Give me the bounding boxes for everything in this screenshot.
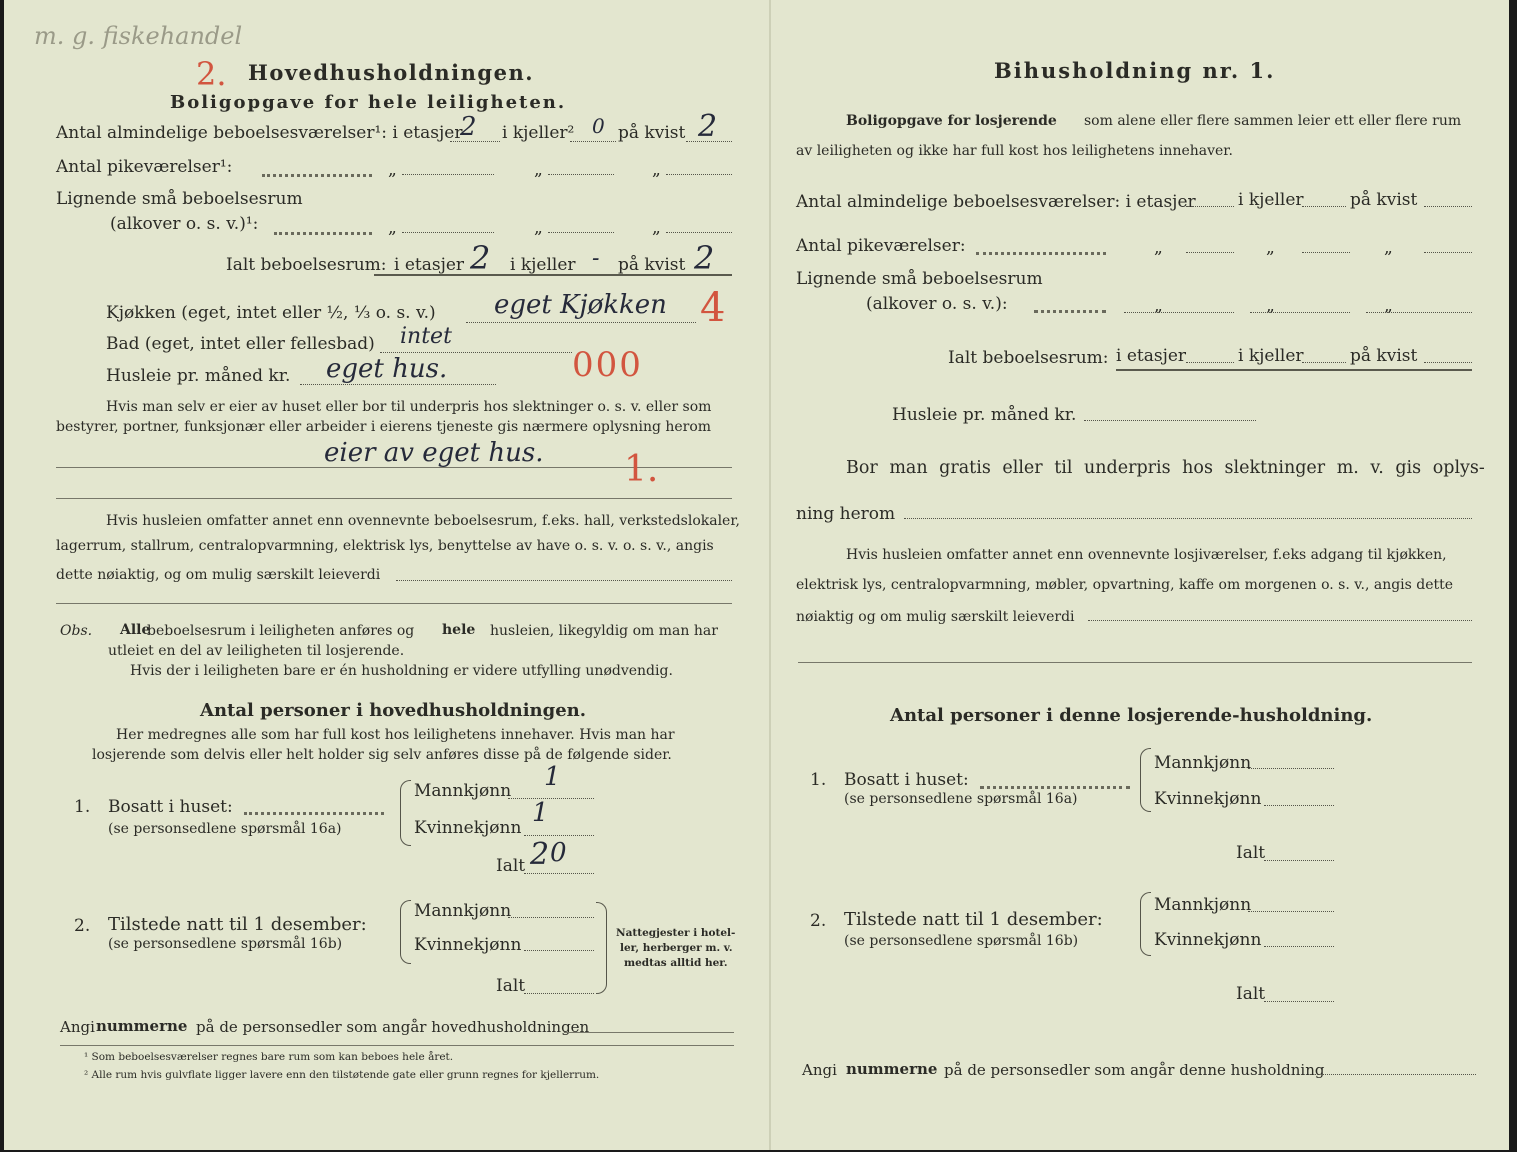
- ialt-kvist-value: 2: [694, 239, 715, 277]
- ditto-mark: „: [652, 218, 661, 238]
- footnote-1: ¹ Som beboelsesværelser regnes bare rum som kan beboes hele året.: [84, 1051, 454, 1063]
- q1-kvinne-value: 1: [532, 798, 549, 828]
- ditto-mark: „: [1384, 296, 1393, 316]
- husleie-field[interactable]: [300, 384, 496, 385]
- ditto-mark: „: [1266, 238, 1275, 258]
- eier-paragraph-line1: Hvis man selv er eier av huset eller bor til underpris hos slektninger o. s. v. eller som: [106, 399, 712, 415]
- q1-ialt-field[interactable]: [524, 873, 594, 874]
- r-ialt-kvist-label: på kvist: [1350, 346, 1418, 366]
- q1-brace: [400, 780, 411, 846]
- r-ialt-label: Ialt beboelsesrum:: [948, 348, 1109, 368]
- r-oplysning-field[interactable]: [904, 518, 1472, 519]
- q1-ialt-label: Ialt: [496, 856, 526, 876]
- r-kjeller-field[interactable]: [1302, 206, 1346, 207]
- page-fold: [769, 0, 771, 1150]
- r-alkover-label: Lignende små beboelsesrum: [796, 269, 1043, 289]
- alkover-etasjer-field[interactable]: [402, 232, 494, 233]
- persons-text-1: Her medregnes alle som har full kost hos leilighetens innehaver. Hvis man har: [116, 727, 675, 743]
- kjeller-value: 0: [592, 114, 605, 138]
- q1-label: Bosatt i huset:: [108, 797, 233, 817]
- eier-paragraph-line2: bestyrer, portner, funksjonær eller arbeider i eierens tjeneste gis nærmere oplysning herom: [56, 419, 712, 435]
- alkover-label-2: (alkover o. s. v.)¹:: [110, 214, 259, 234]
- leieverdi-field[interactable]: [396, 580, 732, 581]
- kjeller-label: i kjeller²: [502, 123, 575, 143]
- r-q1-number: 1.: [810, 770, 827, 790]
- obs-text-2: husleien, likegyldig om man har: [490, 623, 718, 639]
- r-etasjer-field[interactable]: [1186, 206, 1234, 207]
- obs-label: Obs.: [60, 623, 93, 639]
- r-rooms-label: Antal almindelige beboelsesværelser: i etasjer: [796, 192, 1196, 212]
- r-para-line3: nøiaktig og om mulig særskilt leieverdi: [796, 609, 1075, 625]
- ditto-mark: „: [534, 218, 543, 238]
- page-title: Hovedhusholdningen.: [248, 60, 535, 85]
- r-persons-title: Antal personer i denne losjerende-husholdning.: [890, 705, 1373, 726]
- r-ialt-kjeller-field[interactable]: [1302, 362, 1346, 363]
- q1-mann-field[interactable]: [508, 798, 594, 799]
- q2-kvinne-field[interactable]: [524, 950, 594, 951]
- husleie-red-code: 000: [572, 345, 643, 385]
- ditto-mark: „: [388, 218, 397, 238]
- r-kjeller-label: i kjeller: [1238, 190, 1304, 210]
- intro-line2: av leiligheten og ikke har full kost hos leilighetens innehaver.: [796, 143, 1233, 159]
- r-angi-1: Angi: [802, 1061, 837, 1079]
- alkover-kjeller-field[interactable]: [548, 232, 614, 233]
- r-kvist-label: på kvist: [1350, 190, 1418, 210]
- alkover-label: Lignende små beboelsesrum: [56, 189, 303, 209]
- q2-kvinne-label: Kvinnekjønn: [414, 935, 522, 955]
- pike-kvist-field[interactable]: [666, 174, 732, 175]
- r-alkover-kvist-field[interactable]: [1366, 312, 1472, 313]
- r-q1-mann-label: Mannkjønn: [1154, 753, 1252, 773]
- r-q1-kvinne-label: Kvinnekjønn: [1154, 789, 1262, 809]
- r-ialt-kvist-field[interactable]: [1424, 362, 1472, 363]
- bihusholdning-title: Bihusholdning nr. 1.: [994, 58, 1276, 83]
- r-q2-mann-label: Mannkjønn: [1154, 895, 1252, 915]
- angi-rest: på de personsedler som angår hovedhusholdningen: [196, 1018, 590, 1036]
- kjokken-value: eget Kjøkken: [494, 290, 667, 320]
- obs-text-1: beboelsesrum i leiligheten anføres og: [147, 623, 415, 639]
- r-angi-bold: nummerne: [846, 1060, 938, 1078]
- angi-bold: nummerne: [96, 1017, 188, 1035]
- leader-dots: [244, 812, 384, 815]
- bad-value: intet: [400, 324, 452, 349]
- obs-line2: utleiet en del av leiligheten til losjerende.: [108, 643, 405, 659]
- r-ialt-underline: [1116, 369, 1472, 371]
- r-q1-brace: [1140, 748, 1151, 812]
- leader-dots: [262, 174, 372, 177]
- obs-alle: Alle: [120, 622, 151, 638]
- r-husleie-field[interactable]: [1084, 420, 1256, 421]
- etasjer-value: 2: [460, 112, 477, 142]
- alkover-kvist-field[interactable]: [666, 232, 732, 233]
- natt-note-2: ler, herberger m. v.: [620, 942, 733, 954]
- natt-note-1: Nattegjester i hotel-: [616, 927, 736, 939]
- footnote-divider: [60, 1045, 734, 1046]
- r-angi-field[interactable]: [1310, 1074, 1476, 1075]
- q1-mann-value: 1: [544, 762, 561, 792]
- r-pike-kjeller-field[interactable]: [1302, 252, 1350, 253]
- red-number-mark: 2.: [196, 55, 227, 93]
- r-pike-kvist-field[interactable]: [1424, 252, 1472, 253]
- r-kvist-field[interactable]: [1424, 206, 1472, 207]
- q2-ialt-field[interactable]: [524, 993, 594, 994]
- obs-line3: Hvis der i leiligheten bare er én husholdning er videre utfylling unødvendig.: [130, 663, 673, 679]
- q2-reference: (se personsedlene spørsmål 16b): [108, 936, 343, 952]
- obs-hele: hele: [442, 622, 476, 638]
- q2-label: Tilstede natt til 1 desember:: [108, 914, 367, 935]
- r-ialt-etasjer-label: i etasjer: [1116, 346, 1187, 366]
- angi-field[interactable]: [564, 1032, 734, 1033]
- leader-dots: [1034, 310, 1106, 313]
- r-q1-label: Bosatt i huset:: [844, 770, 969, 790]
- q2-number: 2.: [74, 916, 91, 936]
- q1-kvinne-field[interactable]: [524, 835, 594, 836]
- r-q2-kvinne-field[interactable]: [1264, 946, 1334, 947]
- ialt-label: Ialt beboelsesrum:: [226, 255, 387, 275]
- r-leieverdi-line-2[interactable]: [798, 662, 1472, 663]
- r-q2-kvinne-label: Kvinnekjønn: [1154, 930, 1262, 950]
- r-alkover-kjeller-field[interactable]: [1250, 312, 1350, 313]
- husleie-value: eget hus.: [326, 354, 448, 384]
- r-alkover-label-2: (alkover o. s. v.):: [866, 294, 1008, 314]
- q2-mann-field[interactable]: [508, 917, 594, 918]
- r-q1-ialt-label: Ialt: [1236, 843, 1266, 863]
- kjeller-field[interactable]: [570, 141, 616, 142]
- r-q1-kvinne-field[interactable]: [1264, 805, 1334, 806]
- q1-number: 1.: [74, 797, 91, 817]
- kvist-label: på kvist: [618, 123, 686, 143]
- ialt-underline: [374, 274, 732, 276]
- q2-right-brace: [596, 902, 607, 994]
- oplysning-line-2[interactable]: [56, 498, 732, 499]
- r-bor-line1: Bor man gratis eller til underpris hos slektninger m. v. gis oplys-: [846, 458, 1485, 478]
- pike-etasjer-field[interactable]: [402, 174, 494, 175]
- r-pike-label: Antal pikeværelser:: [796, 236, 966, 256]
- angi-1: Angi: [60, 1018, 95, 1036]
- footnote-2: ² Alle rum hvis gulvflate ligger lavere enn den tilstøtende gate eller grunn regnes for kjellerrum.: [84, 1069, 600, 1081]
- r-husleie-label: Husleie pr. måned kr.: [892, 405, 1077, 425]
- q1-ialt-extra: 0: [550, 838, 567, 868]
- rooms-label: Antal almindelige beboelsesværelser¹: i etasjer: [56, 123, 463, 143]
- q2-ialt-label: Ialt: [496, 976, 526, 996]
- r-q1-mann-field[interactable]: [1248, 768, 1334, 769]
- handwritten-top-note: m. g. fiskehandel: [34, 22, 243, 50]
- kjokken-red-code: 4: [700, 285, 726, 331]
- bad-field[interactable]: [380, 352, 572, 353]
- r-q2-reference: (se personsedlene spørsmål 16b): [844, 933, 1079, 949]
- persons-title: Antal personer i hovedhusholdningen.: [200, 700, 587, 721]
- r-q2-number: 2.: [810, 911, 827, 931]
- leieverdi-line-2[interactable]: [56, 603, 732, 604]
- leader-dots: [274, 232, 372, 235]
- r-para-line1: Hvis husleien omfatter annet enn ovennevnte losjiværelser, f.eks adgang til kjøkken,: [846, 547, 1447, 563]
- bad-label: Bad (eget, intet eller fellesbad): [106, 334, 375, 354]
- persons-text-2: losjerende som delvis eller helt holder sig selv anføres disse på de følgende sider.: [92, 747, 672, 763]
- ialt-etasjer-label: i etasjer: [394, 255, 465, 275]
- r-q2-brace: [1140, 892, 1151, 956]
- r-pike-etasjer-field[interactable]: [1186, 252, 1234, 253]
- r-angi-rest: på de personsedler som angår denne husholdning: [944, 1061, 1325, 1079]
- r-q2-ialt-field[interactable]: [1264, 1001, 1334, 1002]
- husleie-label: Husleie pr. måned kr.: [106, 366, 291, 386]
- r-ialt-kjeller-label: i kjeller: [1238, 346, 1304, 366]
- ialt-kjeller-value: -: [592, 246, 600, 271]
- ditto-mark: „: [1154, 238, 1163, 258]
- leader-dots: [980, 786, 1130, 789]
- husleie-paragraph-line3: dette nøiaktig, og om mulig særskilt leieverdi: [56, 567, 381, 583]
- ditto-mark: „: [1266, 296, 1275, 316]
- q1-kvinne-label: Kvinnekjønn: [414, 818, 522, 838]
- r-q1-reference: (se personsedlene spørsmål 16a): [844, 791, 1078, 807]
- ditto-mark: „: [534, 160, 543, 180]
- q1-reference: (se personsedlene spørsmål 16a): [108, 821, 342, 837]
- kjokken-field[interactable]: [466, 322, 696, 323]
- kvist-value: 2: [698, 109, 718, 144]
- pike-kjeller-field[interactable]: [548, 174, 614, 175]
- ditto-mark: „: [388, 160, 397, 180]
- husleie-paragraph-line1: Hvis husleien omfatter annet enn ovennevnte beboelsesrum, f.eks. hall, verkstedslokaler,: [106, 513, 740, 529]
- page-subtitle: Boligopgave for hele leiligheten.: [170, 92, 567, 113]
- r-alkover-etasjer-field[interactable]: [1124, 312, 1234, 313]
- intro-bold: Boligopgave for losjerende: [846, 113, 1057, 129]
- r-q2-ialt-label: Ialt: [1236, 984, 1266, 1004]
- husleie-paragraph-line2: lagerrum, stallrum, centralopvarmning, elektrisk lys, benyttelse av have o. s. v. o. s. v., angis: [56, 538, 714, 554]
- r-ialt-etasjer-field[interactable]: [1186, 362, 1234, 363]
- r-para-line2: elektrisk lys, centralopvarmning, møbler, opvartning, kaffe om morgenen o. s. v., angis dette: [796, 577, 1454, 593]
- leader-dots: [976, 252, 1106, 255]
- kjokken-label: Kjøkken (eget, intet eller ½, ⅓ o. s. v.): [106, 303, 436, 323]
- q2-mann-label: Mannkjønn: [414, 901, 512, 921]
- ditto-mark: „: [1384, 238, 1393, 258]
- r-leieverdi-field[interactable]: [1088, 620, 1472, 621]
- intro-text: som alene eller flere sammen leier ett eller flere rum: [1084, 113, 1462, 129]
- r-q2-mann-field[interactable]: [1248, 911, 1334, 912]
- r-q1-ialt-field[interactable]: [1264, 860, 1334, 861]
- q2-brace: [400, 900, 411, 964]
- ditto-mark: „: [1154, 296, 1163, 316]
- ialt-kvist-label: på kvist: [618, 255, 686, 275]
- oplysning-value: eier av eget hus.: [324, 438, 544, 468]
- pike-label: Antal pikeværelser¹:: [56, 157, 233, 177]
- r-bor-line2: ning herom: [796, 504, 896, 524]
- q1-ialt-value: 2: [530, 837, 550, 872]
- ditto-mark: „: [652, 160, 661, 180]
- ialt-kjeller-label: i kjeller: [510, 255, 576, 275]
- oplysning-red-code: 1.: [624, 449, 659, 490]
- natt-note-3: medtas alltid her.: [624, 957, 728, 969]
- census-form-sheet: [4, 0, 1509, 1150]
- q1-mann-label: Mannkjønn: [414, 781, 512, 801]
- ialt-etasjer-value: 2: [470, 239, 491, 277]
- r-q2-label: Tilstede natt til 1 desember:: [844, 909, 1103, 930]
